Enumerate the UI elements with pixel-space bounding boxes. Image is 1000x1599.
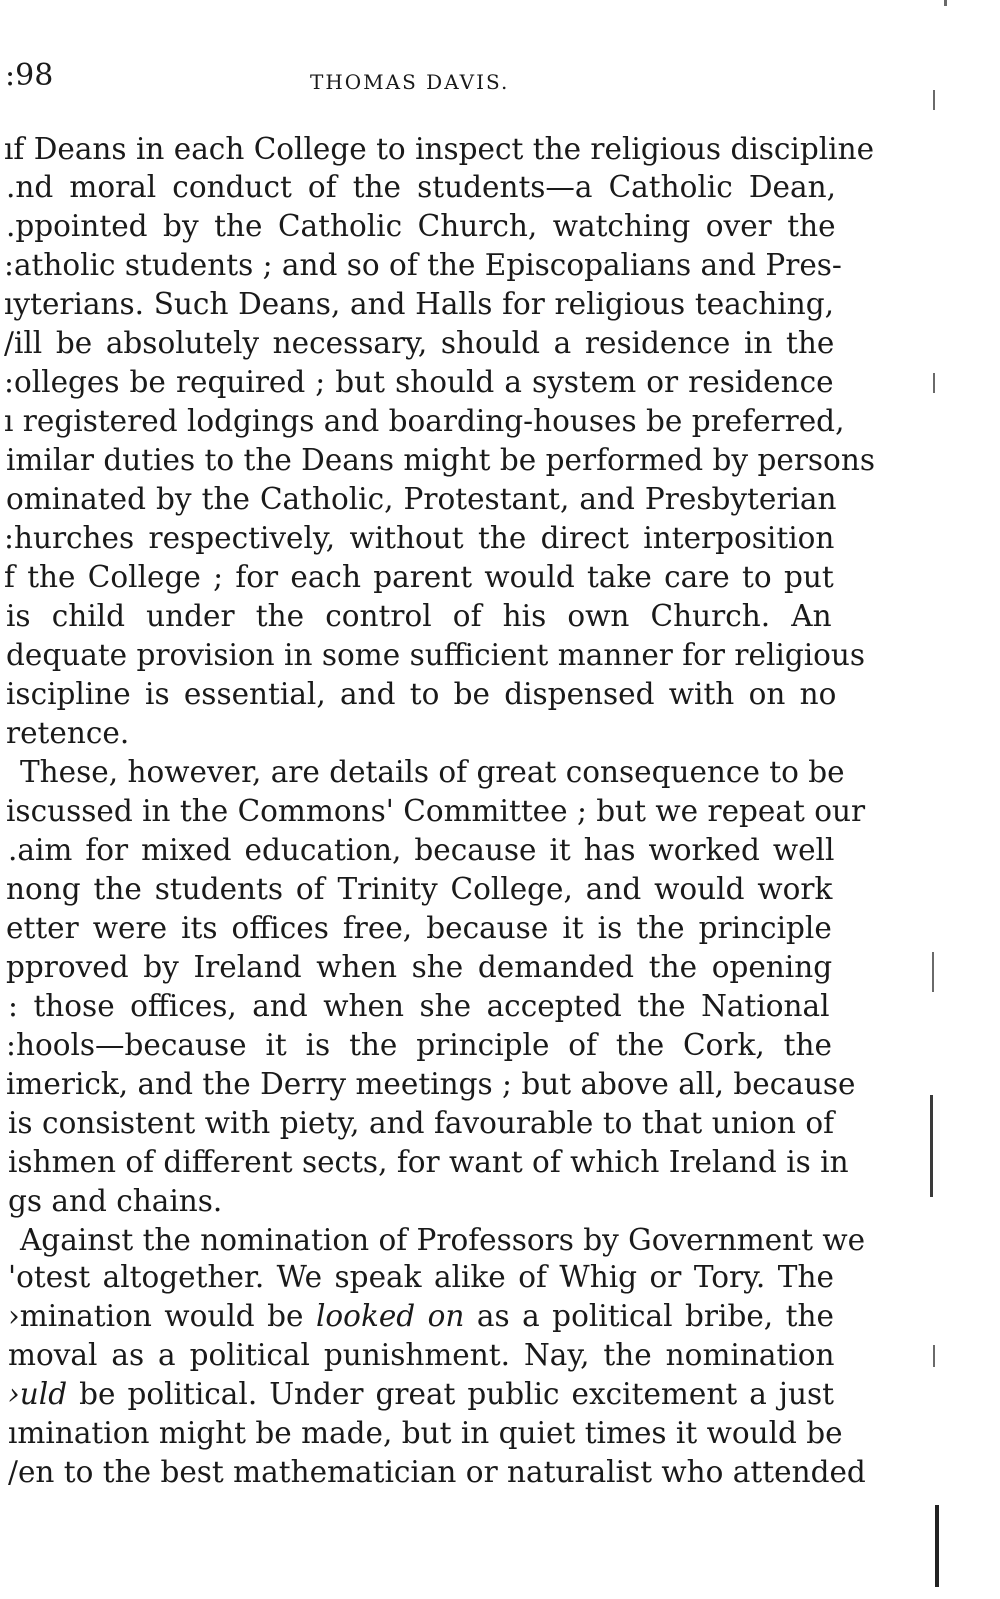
text-line: ıyterians. Such Deans, and Halls for religious teaching,	[4, 287, 834, 321]
text-segment: as a political bribe, the	[464, 1299, 834, 1333]
text-line: is consistent with piety, and favourable to that union of	[8, 1106, 835, 1140]
text-line: .nd moral conduct of the students—a Catholic Dean,	[6, 170, 836, 204]
scan-mark	[933, 1345, 935, 1367]
scan-mark	[935, 1505, 939, 1587]
text-line: /ill be absolutely necessary, should a residence in the	[4, 326, 835, 360]
text-line: is child under the control of his own Church. An	[6, 599, 832, 633]
text-line: ı registered lodgings and boarding-houses be preferred,	[4, 404, 845, 438]
text-line: dequate provision in some sufficient manner for religious	[6, 638, 866, 672]
text-segment: ›mination would be	[8, 1299, 316, 1333]
text-line: imerick, and the Derry meetings ; but above all, because	[6, 1067, 856, 1101]
italic-emphasis: ›uld	[8, 1377, 68, 1411]
text-line: /en to the best mathematician or naturalist who attended	[8, 1455, 866, 1489]
text-line: : those offices, and when she accepted the National	[8, 989, 830, 1023]
text-line: 'otest altogether. We speak alike of Whig or Tory. The	[8, 1260, 834, 1294]
running-head: THOMAS DAVIS.	[310, 70, 510, 94]
text-line: :olleges be required ; but should a system or residence	[4, 365, 834, 399]
text-line: pproved by Ireland when she demanded the opening	[6, 950, 833, 984]
text-line: moval as a political punishment. Nay, the nomination	[8, 1338, 835, 1372]
text-line: .aim for mixed education, because it has worked well	[8, 833, 835, 867]
scan-mark	[930, 1095, 933, 1197]
italic-emphasis: looked on	[315, 1299, 465, 1333]
text-line: ıf Deans in each College to inspect the religious discipline	[4, 132, 875, 166]
scan-mark	[932, 952, 934, 992]
text-line: ishmen of different sects, for want of which Ireland is in	[8, 1145, 849, 1179]
scan-mark	[933, 90, 935, 110]
scan-mark	[933, 373, 935, 393]
text-line: .ppointed by the Catholic Church, watching over the	[6, 209, 836, 243]
page-number: :98	[5, 58, 54, 93]
text-line: ominated by the Catholic, Protestant, and Presbyterian	[6, 482, 837, 516]
text-line: These, however, are details of great consequence to be	[20, 755, 845, 789]
text-line	[8, 1375, 834, 1413]
text-line: :atholic students ; and so of the Episcopalians and Pres-	[4, 248, 842, 282]
text-line: iscipline is essential, and to be dispensed with on no	[6, 677, 837, 711]
text-line	[8, 1297, 834, 1335]
text-line: gs and chains.	[8, 1184, 223, 1218]
text-line: ımination might be made, but in quiet times it would be	[8, 1416, 843, 1450]
text-line: :hurches respectively, without the direct interposition	[4, 521, 835, 555]
scan-mark	[944, 0, 947, 6]
text-line: etter were its offices free, because it is the principle	[6, 911, 832, 945]
text-line: iscussed in the Commons' Committee ; but we repeat our	[6, 794, 866, 828]
text-line: imilar duties to the Deans might be performed by persons	[6, 443, 875, 477]
text-line: nong the students of Trinity College, and would work	[6, 872, 833, 906]
text-line: retence.	[6, 716, 130, 750]
text-line: Against the nomination of Professors by Government we	[20, 1223, 866, 1257]
text-line: :hools—because it is the principle of the Cork, the	[6, 1028, 832, 1062]
text-line: f the College ; for each parent would take care to put	[4, 560, 834, 594]
text-segment: be political. Under great public excitement a just	[67, 1377, 834, 1411]
